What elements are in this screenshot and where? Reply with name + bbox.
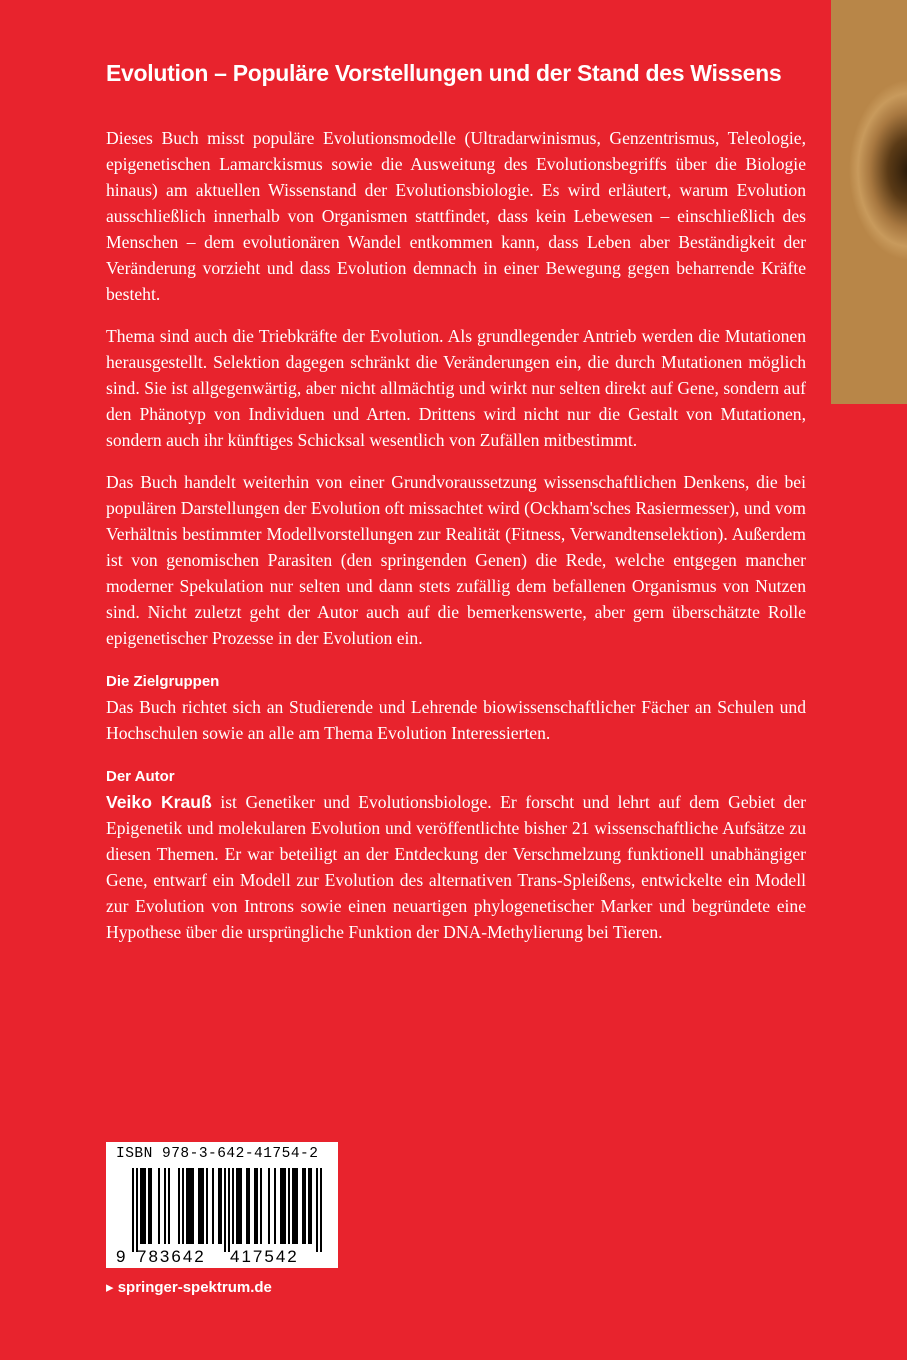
barcode-bar xyxy=(198,1168,200,1244)
barcode-bar xyxy=(158,1168,160,1244)
barcode-bar xyxy=(320,1168,322,1252)
barcode-bar xyxy=(200,1168,202,1244)
barcode-box xyxy=(106,1142,338,1268)
barcode-digits: 9 xyxy=(116,1247,128,1266)
paragraph-intro: Dieses Buch misst populäre Evolutionsmodelle (Ultradarwinismus, Genzentrismus, Teleologie, epigenetischen Lamarckismus sowie die Ausweitung des Evolutionsbegriffs über die Biologie hinaus) am aktuellen Wissenstand der Evolutionsbiologie. Es wird erläutert, warum Evolution ausschließlich innerhalb von Organismen stattfindet, dass kein Lebewesen – einschließlich des Menschen – dem evolutionären Wandel entkommen kann, dass Leben aber Beständigkeit der Veränderung vorzieht und dass Evolution demnach in einer Bewegung gegen beharrende Kräfte besteht. xyxy=(106,128,806,304)
barcode-bar xyxy=(164,1168,166,1244)
barcode-bar xyxy=(316,1168,318,1252)
barcode-bar xyxy=(288,1168,290,1244)
barcode-bar xyxy=(150,1168,152,1244)
barcode-bar xyxy=(142,1168,144,1244)
barcode-bar xyxy=(260,1168,262,1244)
website-link[interactable]: ▸ springer-spektrum.de xyxy=(106,1279,272,1296)
barcode-bar xyxy=(132,1168,134,1252)
barcode-bar xyxy=(246,1168,248,1244)
barcode-bar xyxy=(168,1168,170,1244)
barcode-bar xyxy=(220,1168,222,1244)
barcode-bar xyxy=(232,1168,234,1244)
author-bio xyxy=(106,789,806,945)
barcode-bar xyxy=(224,1168,226,1252)
author-bio-text: ist Genetiker und Evolutionsbiologe. Er forscht und lehrt auf dem Gebiet der Epigenetik und molekularen Evolution und veröffentlichte bisher 21 wissenschaftliche Aufsätze zu diesen Themen. Er war beteiligt an der Entdeckung der Verschmelzung funktionell unabhängiger Gene, entwarf ein Modell zur Evolution des alternativen Trans-Spleißens, entwickelte ein Modell zur Evolution von Introns sowie einen neuartigen phylogenetischer Marker und begründete eine Hypothese über die ursprüngliche Funktion der DNA-Methylierung bei Tieren. xyxy=(106,792,806,942)
barcode-bar xyxy=(282,1168,284,1244)
barcode-bar xyxy=(144,1168,146,1244)
barcode-bar xyxy=(294,1168,296,1244)
barcode-bar xyxy=(284,1168,286,1244)
paragraph-driving-forces: Thema sind auch die Triebkräfte der Evolution. Als grundlegender Antrieb werden die Mutationen herausgestellt. Selektion dagegen schränkt die Veränderungen ein, die durch Mutationen möglich sind. Sie ist allgegenwärtig, aber nicht allmächtig und wirkt nur selten direkt auf Gene, sondern auf den Phänotyp von Individuen und Arten. Drittens wird nicht nur die Gestalt von Mutationen, sondern auch ihr künftiges Schicksal wesentlich von Zufällen mitbestimmt. xyxy=(106,326,806,450)
barcode-bar xyxy=(182,1168,184,1244)
cover-photo-strip xyxy=(831,0,907,404)
barcode-bar xyxy=(256,1168,258,1244)
barcode-bar xyxy=(192,1168,194,1244)
target-group-heading: Die Zielgruppen xyxy=(106,673,220,690)
barcode-bar xyxy=(178,1168,180,1244)
barcode-bar xyxy=(280,1168,282,1244)
barcode-bar xyxy=(310,1168,312,1244)
barcode-bar xyxy=(254,1168,256,1244)
barcode-bar xyxy=(302,1168,304,1244)
paragraph-further-topics: Das Buch handelt weiterhin von einer Grundvoraussetzung wissenschaftlichen Denkens, die bei populären Darstellungen der Evolution oft missachtet wird (Ockham'sches Rasiermesser), und vom Verhältnis bestimmter Modellvorstellungen zur Realität (Fitness, Verwandtenselektion). Außerdem ist von genomischen Parasiten (den springenden Genen) die Rede, welche entgegen mancher moderner Spekulation nur selten und dann stets zufällig dem befallenen Organismus von Nutzen sind. Nicht zuletzt geht der Autor auch auf die bemerkenswerte, aber gern überschätzte Rolle epigenetischer Prozesse in der Evolution ein. xyxy=(106,472,806,648)
barcode-bar xyxy=(190,1168,192,1244)
book-title: Evolution – Populäre Vorstellungen und der Stand des Wissens xyxy=(106,60,782,86)
barcode-bar xyxy=(206,1168,208,1244)
barcode-bar xyxy=(136,1168,138,1252)
barcode-bar xyxy=(188,1168,190,1244)
barcode-bar xyxy=(248,1168,250,1244)
barcode-bar xyxy=(274,1168,276,1244)
author-heading: Der Autor xyxy=(106,768,175,785)
barcode-bar xyxy=(212,1168,214,1244)
barcode-bar xyxy=(140,1168,142,1244)
barcode-digits: 783642 xyxy=(137,1247,206,1266)
barcode-bar xyxy=(292,1168,294,1244)
barcode-bar xyxy=(228,1168,230,1252)
target-group-text: Das Buch richtet sich an Studierende und Lehrende biowissenschaftlicher Fächer an Schulen und Hochschulen sowie an alle am Thema Evolution Interessierten. xyxy=(106,697,806,743)
barcode-bar xyxy=(304,1168,306,1244)
barcode-bar xyxy=(236,1168,238,1244)
barcode-bar xyxy=(296,1168,298,1244)
barcode-bar xyxy=(268,1168,270,1244)
barcode-bar xyxy=(218,1168,220,1244)
barcode xyxy=(106,1142,338,1268)
isbn-label: ISBN 978-3-642-41754-2 xyxy=(116,1146,319,1162)
barcode-bar xyxy=(308,1168,310,1244)
barcode-bar xyxy=(148,1168,150,1244)
barcode-bar xyxy=(186,1168,188,1244)
barcode-digits: 417542 xyxy=(230,1247,299,1266)
back-cover-content xyxy=(106,60,806,961)
barcode-bar xyxy=(238,1168,240,1244)
barcode-bar xyxy=(202,1168,204,1244)
barcode-bar xyxy=(240,1168,242,1244)
author-name: Veiko Krauß xyxy=(106,792,212,812)
